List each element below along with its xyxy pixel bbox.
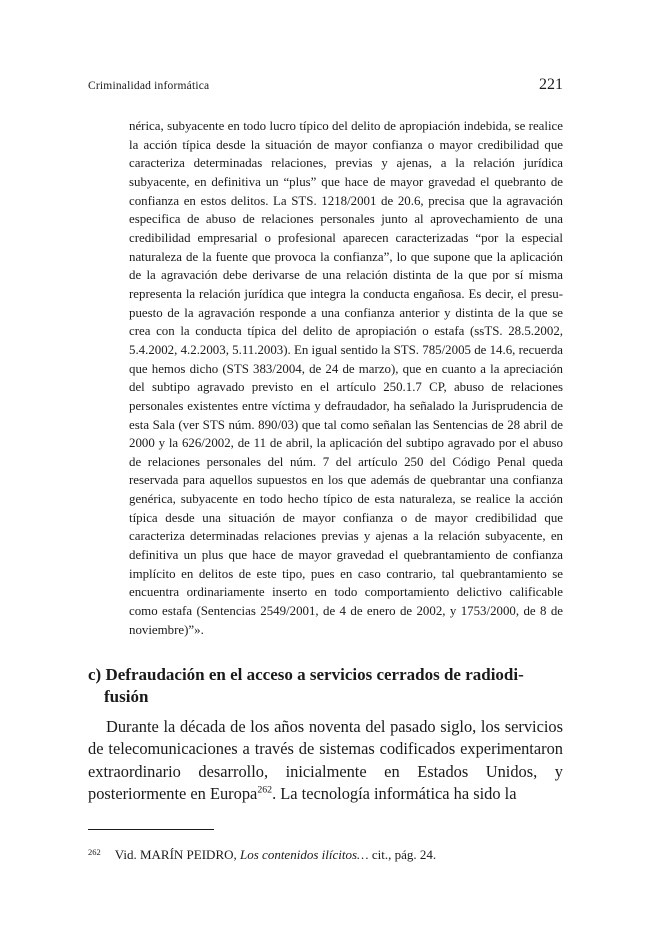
body-paragraph [88,716,563,805]
footnote-number: 262 [88,847,101,857]
footnote-prefix: Vid. MARÍN PEIDRO, [114,847,241,862]
section-heading [88,664,563,708]
running-title: Criminalidad informática [88,80,210,92]
footnote [88,843,563,864]
running-header [88,76,563,98]
footnote-cited-title: Los contenidos ilícitos… [240,847,369,862]
section-heading-line-2: fusión [104,687,149,706]
page-number: 221 [539,76,563,93]
body-text-start: Durante la década de los años noventa del pasado siglo, los servicios de telecomunicaciones a través de sistemas codificados experimentaron extraordinario desarrollo, inicialmente en Estados Unidos, y posteriormente en Europa [88,717,563,803]
body-text-end: . La tecnología informática ha sido la [272,783,517,803]
section-heading-line-1: c) Defraudación en el acceso a servicios cerrados de radiodi- [88,665,524,684]
footnote-divider [88,829,214,830]
footnote-suffix: cit., pág. 24. [368,847,437,862]
footnote-reference[interactable]: 262 [257,784,273,796]
block-quote: nérica, subyacente en todo lucro típico del delito de apropiación indebida, se realice la acción típica desde la situación de mayor confianza o mayor credibilidad que caracteriza determinadas relaciones, previas y ajenas, a la relación jurídica subyacente, en definitiva un “plus” que hace de mayor gravedad el quebranto de confianza en estos delitos. La STS. 1218/2001 de 20.6, precisa que la agravación especifica de abuso de relaciones personales junto al aprovechamiento de una credibilidad empresarial o profesional aparecen caracterizadas “por la especial naturaleza de la fuente que provoca la confianza”, lo que supone que la aplicación de la agravación debe derivarse de una relación distinta de la que por sí misma representa la relación jurídica que integra la conducta engañosa. Es decir, el presupuesto de la agravación responde a una confianza anterior y distinta de la que se crea con la conducta típica del delito de apropiación o estafa (ssTS. 28.5.2002, 5.4.2002, 4.2.2003, 5.11.2003). En igual sentido la STS. 785/2005 de 14.6, recuerda que hemos dicho (STS 383/2004, de 24 de marzo), que en cuanto a la apreciación del subtipo agravado previsto en el artículo 250.1.7 CP, abuso de relaciones personales existentes entre víctima y defraudador, ha señalado la Jurisprudencia de esta Sala (ver STS núm. 890/03) que tal como señalan las Sentencias de 28 abril de 2000 y la 626/2002, de 11 de abril, la aplicación del subtipo agravado por el abuso de relaciones personales del núm. 7 del artículo 250 del Código Penal queda reservada para aquellos supuestos en los que además de quebrantar una confianza genérica, subyacente en todo hecho típico de esta naturaleza, se realice la acción típica desde una situación de mayor confianza o de mayor credibilidad que caracteriza determinadas relaciones previas y ajenas a la relación subyacente, en definitiva un plus que hace de mayor gravedad el quebrantamiento de confianza implícito en delitos de este tipo, pues en caso contrario, tal quebrantamiento se encuentra ordinariamente inserto en todo comportamiento delictivo calificable como estafa (Sentencias 2549/2001, de 4 de enero de 2002, y 1753/2000, de 8 de noviembre)”». [129,119,563,637]
